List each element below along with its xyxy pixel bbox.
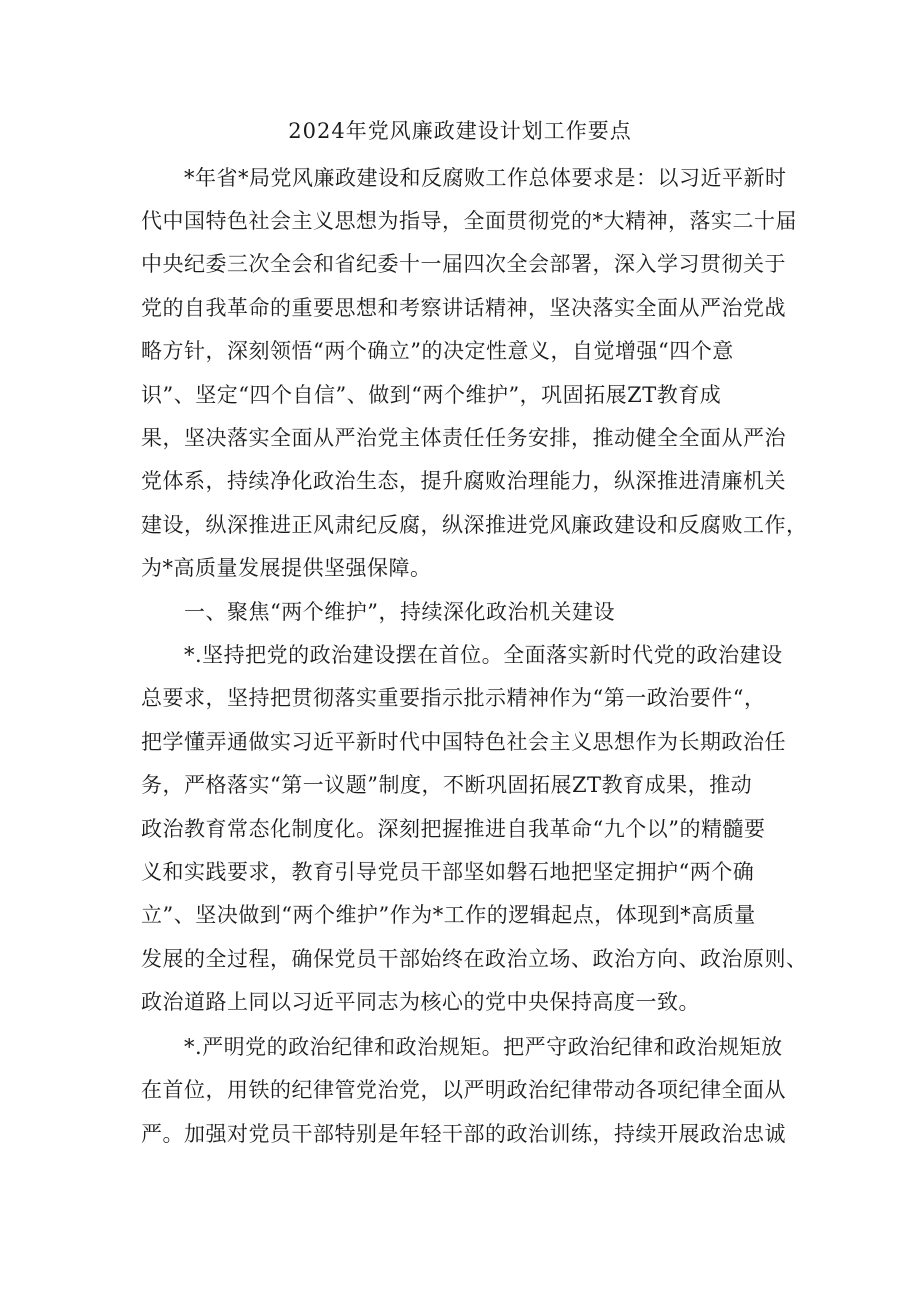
paragraph-line: 政治道路上同以习近平同志为核心的党中央保持高度一致。 [141, 990, 700, 1014]
paragraph-line: 政治教育常态化制度化。深刻把握推进自我革命“九个以”的精髓要 [141, 817, 766, 841]
paragraph-line: 在首位，用铁的纪律管党治党，以严明政治纪律带动各项纪律全面从 [141, 1078, 786, 1102]
paragraph-line: 为*高质量发展提供坚强保障。 [141, 556, 432, 580]
section-heading: 一、聚焦“两个维护”，持续深化政治机关建设 [184, 600, 615, 624]
paragraph-line: 总要求，坚持把贯彻落实重要指示批示精神作为“第一政治要件“， [141, 686, 766, 710]
paragraph-line: 立”、坚决做到“两个维护”作为*工作的逻辑起点，体现到*高质量 [141, 903, 756, 927]
paragraph-line: 党体系，持续净化政治生态，提升腐败治理能力，纵深推进清廉机关 [141, 469, 786, 493]
paragraph-line: 严。加强对党员干部特别是年轻干部的政治训练，持续开展政治忠诚 [141, 1122, 786, 1146]
paragraph-line: 果，坚决落实全面从严治党主体责任任务安排，推动健全全面从严治 [141, 426, 786, 450]
paragraph-line: *年省*局党风廉政建设和反腐败工作总体要求是：以习近平新时 [184, 166, 787, 190]
paragraph-line: 识”、坚定“四个自信”、做到“两个维护”，巩固拓展ZT教育成 [141, 383, 722, 407]
paragraph-line: 发展的全过程，确保党员干部始终在政治立场、政治方向、政治原则、 [141, 947, 808, 971]
paragraph-line: 略方针，深刻领悟“两个确立”的决定性意义，自觉增强“四个意 [141, 339, 734, 363]
paragraph-line: 建设，纵深推进正风肃纪反腐，纵深推进党风廉政建设和反腐败工作， [141, 513, 808, 537]
paragraph-line: 党的自我革命的重要思想和考察讲话精神，坚决落实全面从严治党战 [141, 296, 786, 320]
paragraph-line: 代中国特色社会主义思想为指导，全面贯彻党的*大精神，落实二十届 [141, 209, 797, 233]
document-title: 2024年党风廉政建设计划工作要点 [288, 119, 632, 143]
paragraph-line: 中央纪委三次全会和省纪委十一届四次全会部署，深入学习贯彻关于 [141, 252, 786, 276]
paragraph-line: 务，严格落实“第一议题”制度，不断巩固拓展ZT教育成果，推动 [141, 773, 753, 797]
paragraph-line: *.坚持把党的政治建设摆在首位。全面落实新时代党的政治建设 [184, 643, 783, 667]
paragraph-line: 义和实践要求，教育引导党员干部坚如磐石地把坚定拥护“两个确 [141, 860, 755, 884]
paragraph-line: *.严明党的政治纪律和政治规矩。把严守政治纪律和政治规矩放 [184, 1035, 783, 1059]
paragraph-line: 把学懂弄通做实习近平新时代中国特色社会主义思想作为长期政治任 [141, 730, 786, 754]
